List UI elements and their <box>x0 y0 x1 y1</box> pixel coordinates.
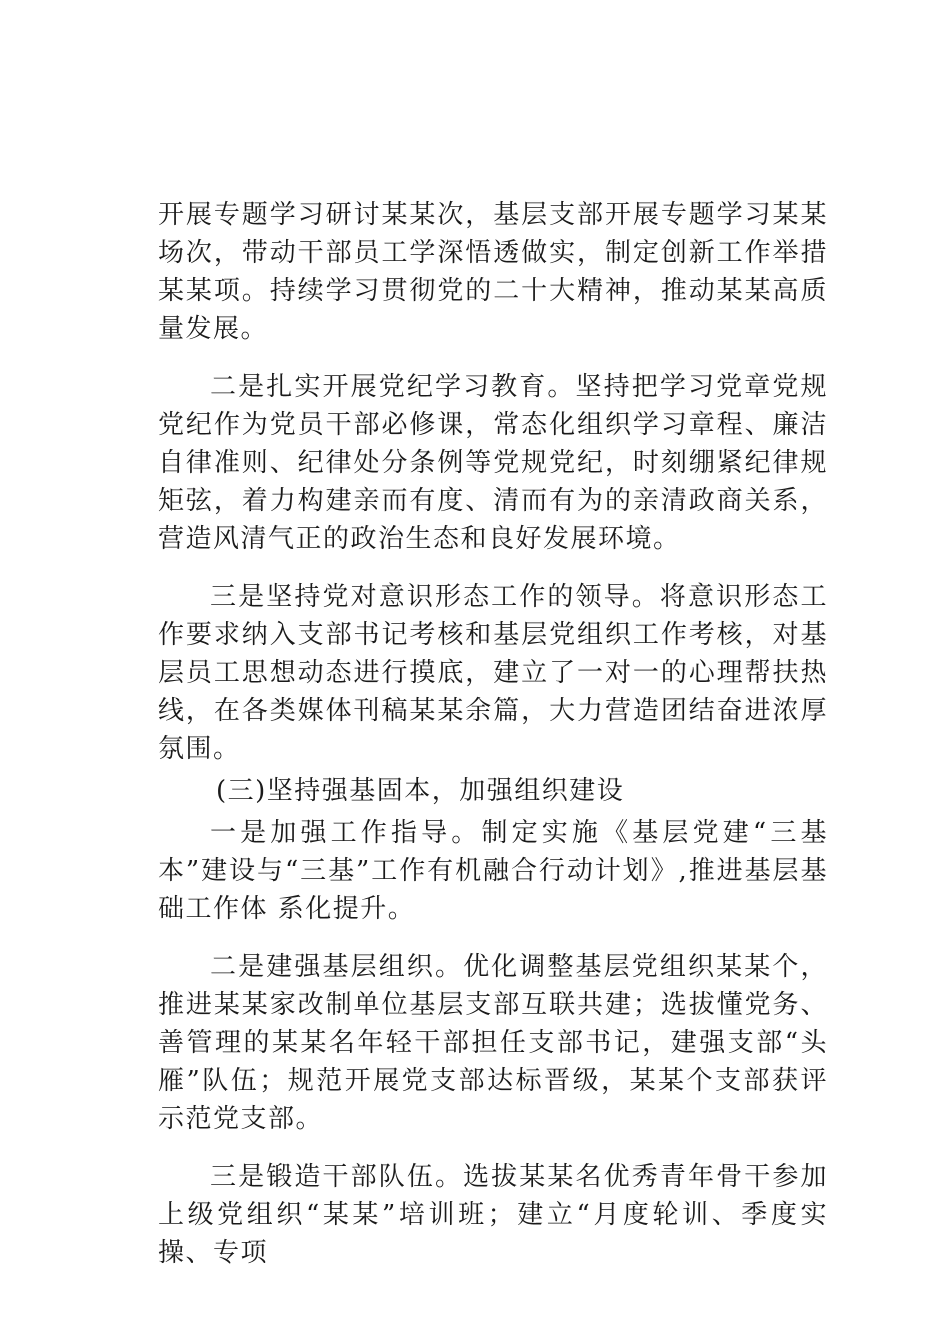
document-body <box>158 196 828 1292</box>
paragraph-party-discipline: 二是扎实开展党纪学习教育。坚持把学习党章党规党纪作为党员干部必修课，常态化组织学习章程、廉洁自律准则、纪律处分条例等党规党纪，时刻绷紧纪律规矩弦，着力构建亲而有度、清而有为的亲清政商关系，营造风清气正的政治生态和良好发展环境。 <box>158 372 828 554</box>
paragraph-grassroots-organization: 二是建强基层组织。优化调整基层党组织某某个，推进某某家改制单位基层支部互联共建；选拔懂党务、善管理的某某名年轻干部担任支部书记，建强支部“头雁”队伍；规范开展党支部达标晋级，某某个支部获评示范党支部。 <box>158 952 828 1134</box>
section-heading: (三)坚持强基固本，加强组织建设 <box>216 776 625 806</box>
paragraph-ideology: 三是坚持党对意识形态工作的领导。将意识形态工作要求纳入支部书记考核和基层党组织工作考核，对基层员工思想动态进行摸底，建立了一对一的心理帮扶热线，在各类媒体刊稿某某余篇，大力营造团结奋进浓厚氛围。 <box>158 582 828 764</box>
paragraph-continuation: 开展专题学习研讨某某次，基层支部开展专题学习某某场次，带动干部员工学深悟透做实，制定创新工作举措某某项。持续学习贯彻党的二十大精神，推动某某高质量发展。 <box>158 200 828 344</box>
paragraph-work-guidance: 一是加强工作指导。制定实施《基层党建“三基本”建设与“三基”工作有机融合行动计划》,推进基层基础工作体 系化提升。 <box>158 818 828 924</box>
paragraph-cadre-team: 三是锻造干部队伍。选拔某某名优秀青年骨干参加上级党组织“某某”培训班；建立“月度轮训、季度实操、专项 <box>158 1162 828 1268</box>
